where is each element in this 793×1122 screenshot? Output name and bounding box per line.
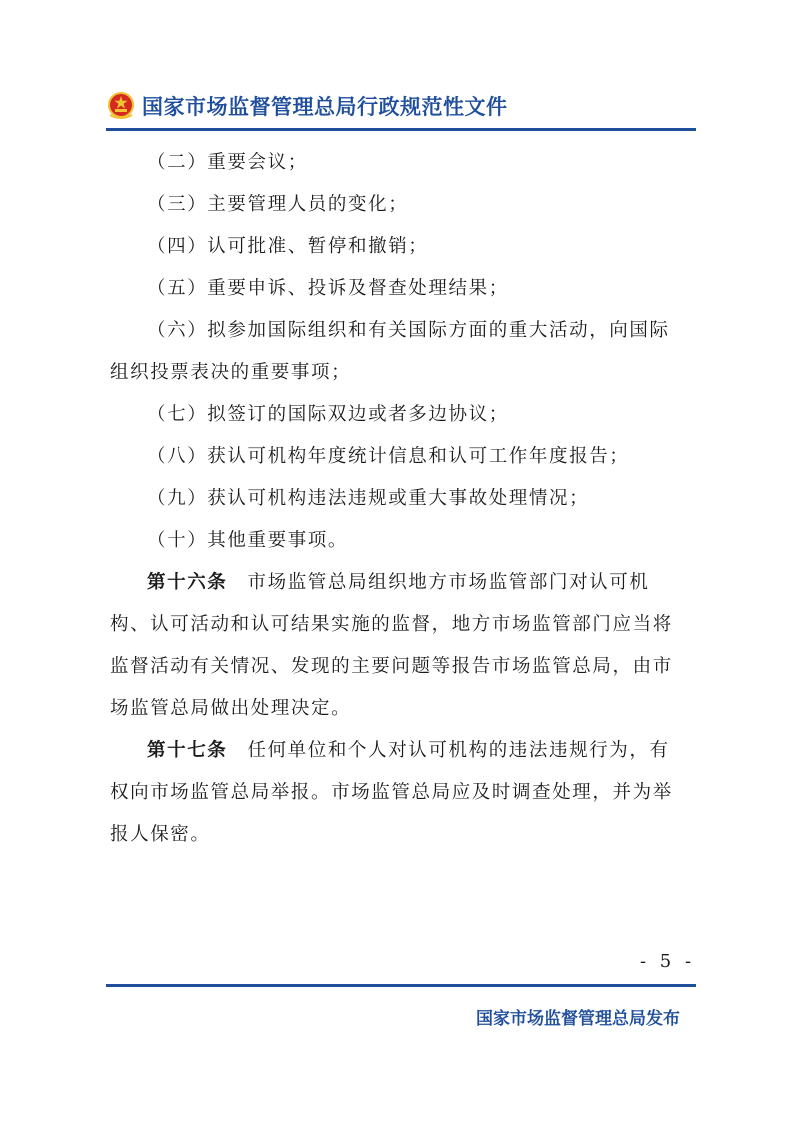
article-16-line: 构、认可活动和认可结果实施的监督，地方市场监管部门应当将 — [110, 614, 673, 635]
article-17-line: 权向市场监管总局举报。市场监管总局应及时调查处理，并为举 — [110, 782, 673, 803]
header-title: 国家市场监督管理总局行政规范性文件 — [142, 95, 508, 119]
document-body — [110, 142, 692, 856]
article-16-label: 第十六条 — [147, 572, 228, 593]
header-divider — [106, 128, 696, 131]
list-item: （二）重要会议； — [147, 152, 308, 173]
list-item: （七）拟签订的国际双边或者多边协议； — [147, 404, 509, 425]
national-emblem-icon — [106, 91, 136, 121]
list-item: （八）获认可机构年度统计信息和认可工作年度报告； — [147, 446, 630, 467]
list-item: （九）获认可机构违法违规或重大事故处理情况； — [147, 488, 590, 509]
footer-publisher: 国家市场监督管理总局发布 — [476, 1009, 680, 1029]
article-17-text: 任何单位和个人对认可机构的违法违规行为，有 — [227, 740, 670, 761]
list-item-continuation: 组织投票表决的重要事项； — [110, 362, 352, 383]
footer-divider — [106, 984, 696, 987]
list-item: （六）拟参加国际组织和有关国际方面的重大活动，向国际 — [147, 320, 670, 341]
article-16-paragraph — [110, 562, 692, 604]
article-17-line: 报人保密。 — [110, 824, 211, 845]
article-16-line: 监督活动有关情况、发现的主要问题等报告市场监管总局，由市 — [110, 656, 673, 677]
list-item: （十）其他重要事项。 — [147, 530, 349, 551]
list-item: （四）认可批准、暂停和撤销； — [147, 236, 429, 257]
article-16-text: 市场监管总局组织地方市场监管部门对认可机 — [227, 572, 650, 593]
list-item: （五）重要申诉、投诉及督查处理结果； — [147, 278, 509, 299]
article-17-paragraph — [110, 730, 692, 772]
list-item: （三）主要管理人员的变化； — [147, 194, 409, 215]
article-17-label: 第十七条 — [147, 740, 228, 761]
page-number: - 5 - — [640, 951, 696, 972]
article-16-line: 场监管总局做出处理决定。 — [110, 698, 352, 719]
document-header — [106, 84, 696, 128]
